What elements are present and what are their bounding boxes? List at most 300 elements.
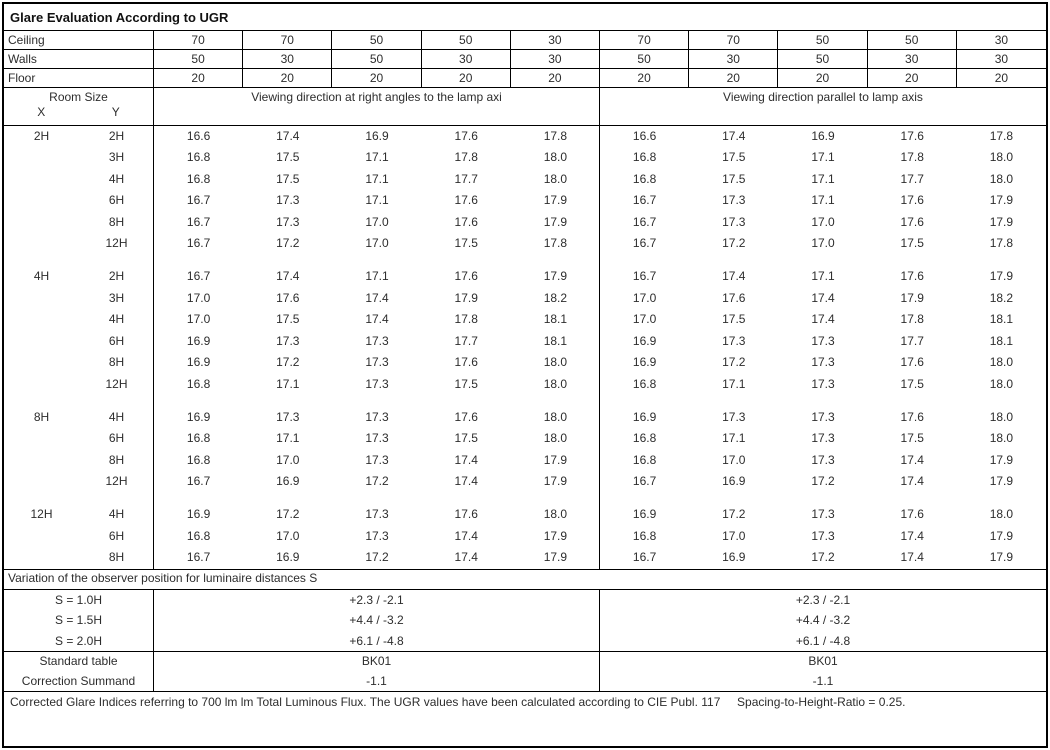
ugr-value: 16.7: [632, 236, 657, 251]
variation-value-left: +6.1 / -4.8: [154, 631, 600, 652]
ugr-value: 16.9: [632, 333, 657, 348]
ugr-value: 17.1: [811, 150, 835, 165]
ugr-value: 16.8: [186, 528, 211, 543]
room-x-value: 12H: [30, 507, 53, 522]
ugr-row: [4, 504, 1046, 525]
room-x-value: [4, 450, 79, 471]
x-axis-label: X: [37, 105, 46, 119]
ugr-value: 17.9: [989, 452, 1014, 467]
ugr-value: 17.8: [454, 150, 478, 165]
group-gap: [4, 255, 1046, 267]
ugr-value: 18.0: [989, 376, 1014, 391]
ugr-value: 17.5: [900, 376, 924, 391]
room-x-value: [4, 374, 79, 395]
ugr-value: 17.6: [900, 129, 924, 143]
ugr-value: 17.1: [365, 171, 389, 186]
room-y-value: 12H: [105, 376, 128, 391]
variation-value-right: +4.4 / -3.2: [795, 613, 851, 627]
room-x-value: [4, 190, 79, 211]
ugr-row: [4, 471, 1046, 492]
ugr-value: 17.8: [989, 129, 1014, 143]
ugr-value: 18.1: [989, 312, 1014, 327]
ugr-value: 18.2: [543, 290, 568, 305]
surface-row: [4, 50, 1046, 69]
ugr-value: 17.3: [722, 333, 746, 348]
surface-row-label: Walls: [4, 50, 154, 68]
ugr-value: 17.7: [900, 333, 924, 348]
ugr-value: 17.4: [454, 452, 478, 467]
ugr-value: 17.0: [276, 452, 300, 467]
ugr-value: 17.5: [276, 171, 300, 186]
room-x-value: [4, 288, 79, 309]
room-x-value: [4, 352, 79, 373]
ugr-value: 18.2: [989, 290, 1014, 305]
ugr-row: [4, 407, 1046, 428]
ugr-value: 17.9: [543, 214, 568, 229]
ugr-value: 17.3: [365, 355, 389, 370]
ugr-value: 18.0: [989, 431, 1014, 446]
ugr-value: 16.9: [186, 333, 211, 348]
surface-row: [4, 69, 1046, 88]
summary-value-left: -1.1: [154, 672, 600, 692]
variation-label: S = 2.0H: [4, 631, 154, 652]
room-x-value: [4, 233, 79, 254]
surface-value: 20: [778, 69, 867, 87]
ugr-value: 17.1: [276, 431, 300, 446]
right-group-header: Viewing direction parallel to lamp axis: [723, 90, 923, 104]
group-gap: [4, 492, 1046, 504]
ugr-value: 17.0: [811, 214, 835, 229]
ugr-row: [4, 428, 1046, 449]
ugr-value: 17.3: [365, 409, 389, 424]
variation-row: [4, 610, 1046, 631]
ugr-values-area: [4, 126, 1046, 569]
ugr-value: 17.2: [811, 549, 835, 564]
ugr-value: 17.3: [365, 507, 389, 522]
ugr-value: 17.9: [989, 473, 1014, 488]
ugr-row: [4, 450, 1046, 471]
room-x-value: 4H: [33, 269, 50, 284]
ugr-value: 16.7: [186, 549, 211, 564]
ugr-value: 16.7: [186, 473, 211, 488]
ugr-value: 17.5: [454, 376, 478, 391]
surface-value: 30: [868, 50, 957, 68]
room-y-value: 4H: [108, 312, 125, 327]
ugr-value: 17.3: [722, 214, 746, 229]
surface-value: 30: [511, 50, 600, 68]
ugr-row: [4, 309, 1046, 330]
room-y-value: 6H: [108, 333, 125, 348]
ugr-value: 17.7: [454, 171, 478, 186]
room-y-value: 2H: [108, 269, 125, 284]
ugr-row: [4, 547, 1046, 568]
ugr-value: 17.2: [276, 236, 300, 251]
ugr-value: 16.7: [186, 269, 211, 284]
ugr-value: 17.6: [722, 290, 746, 305]
ugr-value: 17.1: [365, 193, 389, 208]
group-gap: [4, 395, 1046, 407]
ugr-value: 17.5: [276, 150, 300, 165]
ugr-value: 17.4: [722, 269, 746, 284]
surface-value: 70: [689, 31, 778, 49]
room-x-value: [4, 212, 79, 233]
ugr-value: 17.4: [454, 528, 478, 543]
surface-value: 30: [243, 50, 332, 68]
ugr-value: 17.0: [632, 312, 657, 327]
ugr-row: [4, 233, 1046, 254]
ugr-value: 17.1: [811, 171, 835, 186]
ugr-value: 17.3: [365, 452, 389, 467]
ugr-value: 17.6: [454, 409, 478, 424]
ugr-value: 17.9: [543, 452, 568, 467]
ugr-value: 17.6: [900, 214, 924, 229]
ugr-value: 17.4: [365, 312, 389, 327]
ugr-value: 17.9: [989, 214, 1014, 229]
left-group-header: Viewing direction at right angles to the lamp axi: [154, 88, 600, 125]
ugr-value: 17.6: [454, 129, 478, 143]
ugr-value: 16.9: [811, 129, 835, 143]
ugr-value: 17.1: [811, 269, 835, 284]
room-y-value: 12H: [105, 236, 128, 251]
ugr-row: [4, 331, 1046, 352]
ugr-value: 17.8: [454, 312, 478, 327]
ugr-value: 17.5: [276, 312, 300, 327]
surface-value: 20: [868, 69, 957, 87]
surface-value: 50: [778, 31, 867, 49]
ugr-value: 18.0: [989, 409, 1014, 424]
ugr-value: 17.5: [722, 150, 746, 165]
ugr-value: 16.9: [186, 355, 211, 370]
ugr-value: 17.3: [365, 431, 389, 446]
ugr-value: 17.3: [276, 333, 300, 348]
room-y-value: 8H: [108, 214, 125, 229]
ugr-value: 16.7: [632, 549, 657, 564]
ugr-value: 17.7: [454, 333, 478, 348]
ugr-value: 18.0: [543, 431, 568, 446]
ugr-value: 17.0: [276, 528, 300, 543]
room-size-label: Room Size: [49, 90, 108, 104]
surface-value: 30: [994, 52, 1009, 66]
summary-row: [4, 672, 1046, 692]
ugr-value: 17.2: [722, 236, 746, 251]
surface-value: 30: [689, 50, 778, 68]
ugr-value: 16.8: [186, 431, 211, 446]
ugr-value: 17.1: [811, 193, 835, 208]
ugr-value: 16.8: [632, 150, 657, 165]
ugr-value: 16.8: [632, 171, 657, 186]
ugr-value: 17.4: [900, 452, 924, 467]
ugr-value: 16.9: [722, 473, 746, 488]
ugr-value: 17.5: [722, 312, 746, 327]
ugr-value: 17.3: [811, 452, 835, 467]
ugr-value: 16.7: [186, 214, 211, 229]
surface-value: 50: [422, 31, 511, 49]
ugr-value: 17.5: [454, 431, 478, 446]
ugr-value: 17.3: [811, 431, 835, 446]
room-y-value: 8H: [108, 355, 125, 370]
ugr-value: 17.8: [543, 129, 568, 143]
room-y-value: 3H: [108, 290, 125, 305]
y-axis-label: Y: [111, 105, 120, 119]
ugr-value: 17.6: [900, 409, 924, 424]
ugr-value: 17.9: [543, 193, 568, 208]
room-x-value: [4, 471, 79, 492]
summary-section: [4, 652, 1046, 692]
surface-value: 50: [600, 50, 689, 68]
ugr-value: 17.5: [454, 236, 478, 251]
ugr-value: 17.6: [900, 355, 924, 370]
ugr-row: [4, 190, 1046, 211]
ugr-row: [4, 266, 1046, 287]
surface-reflectance-section: [4, 31, 1046, 88]
room-y-value: 2H: [108, 129, 125, 143]
ugr-value: 16.7: [632, 269, 657, 284]
summary-value-right: BK01: [808, 654, 838, 668]
surface-value: 20: [994, 71, 1009, 85]
surface-value: 70: [243, 31, 332, 49]
ugr-value: 17.8: [543, 236, 568, 251]
ugr-value: 16.9: [722, 549, 746, 564]
surface-row-label: Ceiling: [4, 31, 154, 49]
ugr-value: 17.4: [454, 549, 478, 564]
surface-value: 20: [600, 69, 689, 87]
ugr-value: 16.9: [276, 549, 300, 564]
room-y-value: 4H: [108, 171, 125, 186]
variation-value-right: +6.1 / -4.8: [795, 633, 851, 648]
surface-row-label: Floor: [4, 69, 154, 87]
room-y-value: 4H: [108, 409, 125, 424]
variation-section-title: Variation of the observer position for luminaire distances S: [4, 569, 1046, 590]
ugr-value: 17.0: [365, 236, 389, 251]
ugr-value: 17.6: [454, 193, 478, 208]
variation-label: S = 1.5H: [4, 610, 154, 631]
viewing-direction-header: [4, 88, 1046, 126]
room-x-value: [4, 331, 79, 352]
variation-rows-section: [4, 590, 1046, 653]
summary-value-left: BK01: [154, 652, 600, 672]
table-title: Glare Evaluation According to UGR: [4, 4, 1046, 31]
ugr-value: 17.0: [722, 528, 746, 543]
ugr-value: 17.1: [276, 376, 300, 391]
ugr-value: 17.4: [811, 290, 835, 305]
ugr-value: 17.0: [632, 290, 657, 305]
ugr-row: [4, 212, 1046, 233]
ugr-value: 17.4: [276, 129, 300, 143]
summary-label: Correction Summand: [4, 672, 154, 692]
ugr-value: 16.9: [276, 473, 300, 488]
ugr-value: 17.9: [543, 549, 568, 564]
ugr-value: 17.2: [276, 507, 300, 522]
column-divider-labels: [153, 126, 155, 569]
ugr-value: 16.7: [632, 473, 657, 488]
room-x-value: [4, 547, 79, 568]
ugr-value: 17.3: [811, 409, 835, 424]
ugr-value: 17.6: [276, 290, 300, 305]
ugr-value: 17.8: [900, 150, 924, 165]
variation-value-left: +2.3 / -2.1: [154, 590, 600, 611]
ugr-row: [4, 169, 1046, 190]
ugr-value: 17.0: [186, 312, 211, 327]
surface-value: 20: [511, 69, 600, 87]
ugr-value: 17.2: [365, 473, 389, 488]
ugr-value: 16.9: [186, 409, 211, 424]
ugr-value: 17.2: [276, 355, 300, 370]
surface-value: 50: [778, 50, 867, 68]
room-x-value: [4, 169, 79, 190]
ugr-value: 17.3: [811, 507, 835, 522]
ugr-value: 17.6: [454, 355, 478, 370]
room-x-value: [4, 309, 79, 330]
ugr-value: 17.5: [722, 171, 746, 186]
ugr-row: [4, 288, 1046, 309]
surface-row: [4, 31, 1046, 50]
ugr-value: 17.9: [454, 290, 478, 305]
ugr-value: 17.5: [900, 431, 924, 446]
surface-value: 50: [332, 31, 421, 49]
room-y-value: 12H: [105, 473, 128, 488]
room-x-value: 2H: [33, 129, 50, 143]
surface-value: 20: [243, 69, 332, 87]
variation-label: S = 1.0H: [4, 590, 154, 611]
ugr-value: 16.7: [632, 193, 657, 208]
variation-value-right: +2.3 / -2.1: [795, 592, 851, 607]
variation-value-left: +4.4 / -3.2: [154, 610, 600, 631]
ugr-value: 17.8: [900, 312, 924, 327]
summary-value-right: -1.1: [812, 673, 834, 688]
ugr-value: 17.4: [276, 269, 300, 284]
ugr-value: 16.9: [632, 507, 657, 522]
ugr-value: 17.4: [722, 129, 746, 143]
ugr-value: 17.9: [543, 269, 568, 284]
ugr-value: 17.6: [454, 214, 478, 229]
ugr-value: 16.9: [365, 129, 389, 143]
ugr-value: 17.2: [365, 549, 389, 564]
ugr-value: 16.9: [632, 409, 657, 424]
ugr-table: [2, 2, 1048, 748]
room-y-value: 8H: [108, 549, 125, 564]
ugr-row: [4, 147, 1046, 168]
summary-label: Standard table: [4, 652, 154, 672]
room-y-value: 8H: [108, 452, 125, 467]
ugr-value: 18.0: [543, 507, 568, 522]
ugr-value: 18.0: [543, 376, 568, 391]
ugr-value: 17.3: [811, 355, 835, 370]
ugr-value: 17.4: [454, 473, 478, 488]
variation-row: [4, 590, 1046, 611]
summary-row: [4, 652, 1046, 672]
ugr-value: 17.3: [365, 333, 389, 348]
ugr-row: [4, 374, 1046, 395]
room-size-header-cell: [4, 88, 154, 125]
ugr-value: 17.9: [900, 290, 924, 305]
ugr-value: 17.6: [454, 507, 478, 522]
ugr-value: 17.6: [454, 269, 478, 284]
ugr-value: 18.0: [543, 150, 568, 165]
surface-value: 20: [689, 69, 778, 87]
ugr-value: 17.3: [365, 528, 389, 543]
ugr-value: 17.1: [722, 431, 746, 446]
room-x-value: 8H: [33, 409, 50, 424]
ugr-value: 18.0: [543, 355, 568, 370]
surface-value: 70: [600, 31, 689, 49]
ugr-value: 16.9: [186, 507, 211, 522]
ugr-value: 17.3: [811, 528, 835, 543]
ugr-rows: [4, 126, 1046, 568]
surface-value: 50: [154, 50, 243, 68]
column-divider-groups: [599, 126, 601, 569]
surface-value: 20: [422, 69, 511, 87]
ugr-value: 18.1: [989, 333, 1014, 348]
room-x-value: [4, 147, 79, 168]
xy-labels: [4, 105, 153, 120]
surface-value: 30: [994, 33, 1009, 47]
ugr-value: 17.2: [722, 507, 746, 522]
ugr-value: 16.8: [632, 528, 657, 543]
ugr-value: 17.0: [186, 290, 211, 305]
ugr-value: 16.8: [186, 171, 211, 186]
ugr-value: 17.9: [543, 473, 568, 488]
ugr-value: 17.3: [276, 214, 300, 229]
ugr-value: 16.9: [632, 355, 657, 370]
ugr-value: 17.9: [989, 193, 1014, 208]
ugr-value: 16.8: [632, 452, 657, 467]
room-x-value: [4, 526, 79, 547]
ugr-value: 17.3: [276, 193, 300, 208]
ugr-value: 17.3: [276, 409, 300, 424]
surface-value: 20: [332, 69, 421, 87]
surface-value: 70: [154, 31, 243, 49]
ugr-value: 17.1: [722, 376, 746, 391]
ugr-value: 17.2: [811, 473, 835, 488]
ugr-value: 16.8: [632, 431, 657, 446]
ugr-value: 17.6: [900, 507, 924, 522]
ugr-value: 17.0: [811, 236, 835, 251]
ugr-value: 17.6: [900, 269, 924, 284]
ugr-value: 17.4: [900, 549, 924, 564]
ugr-value: 17.3: [811, 376, 835, 391]
ugr-value: 17.6: [900, 193, 924, 208]
ugr-value: 18.0: [989, 150, 1014, 165]
ugr-value: 17.1: [365, 269, 389, 284]
ugr-value: 16.6: [632, 129, 657, 143]
ugr-row: [4, 352, 1046, 373]
surface-value: 50: [332, 50, 421, 68]
ugr-row: [4, 526, 1046, 547]
ugr-value: 18.0: [989, 171, 1014, 186]
ugr-value: 16.7: [632, 214, 657, 229]
ugr-value: 18.0: [989, 507, 1014, 522]
surface-value: 20: [154, 69, 243, 87]
ugr-value: 16.8: [186, 150, 211, 165]
footer-note: Corrected Glare Indices referring to 700 lm lm Total Luminous Flux. The UGR values have been calculated according to CIE Publ. 117 Spacing-to-Height-Ratio = 0.25.: [10, 695, 906, 709]
ugr-value: 17.1: [365, 150, 389, 165]
ugr-value: 17.7: [900, 171, 924, 186]
ugr-value: 17.4: [900, 528, 924, 543]
ugr-value: 18.0: [989, 355, 1014, 370]
ugr-value: 17.8: [989, 236, 1014, 251]
ugr-value: 17.0: [722, 452, 746, 467]
room-y-value: 6H: [108, 528, 125, 543]
ugr-row: [4, 126, 1046, 147]
ugr-value: 18.0: [543, 409, 568, 424]
ugr-value: 17.4: [365, 290, 389, 305]
room-y-value: 6H: [108, 431, 125, 446]
ugr-value: 18.1: [543, 312, 568, 327]
surface-value: 50: [868, 31, 957, 49]
ugr-value: 17.9: [543, 528, 568, 543]
ugr-value: 17.9: [989, 269, 1014, 284]
ugr-value: 17.3: [365, 376, 389, 391]
